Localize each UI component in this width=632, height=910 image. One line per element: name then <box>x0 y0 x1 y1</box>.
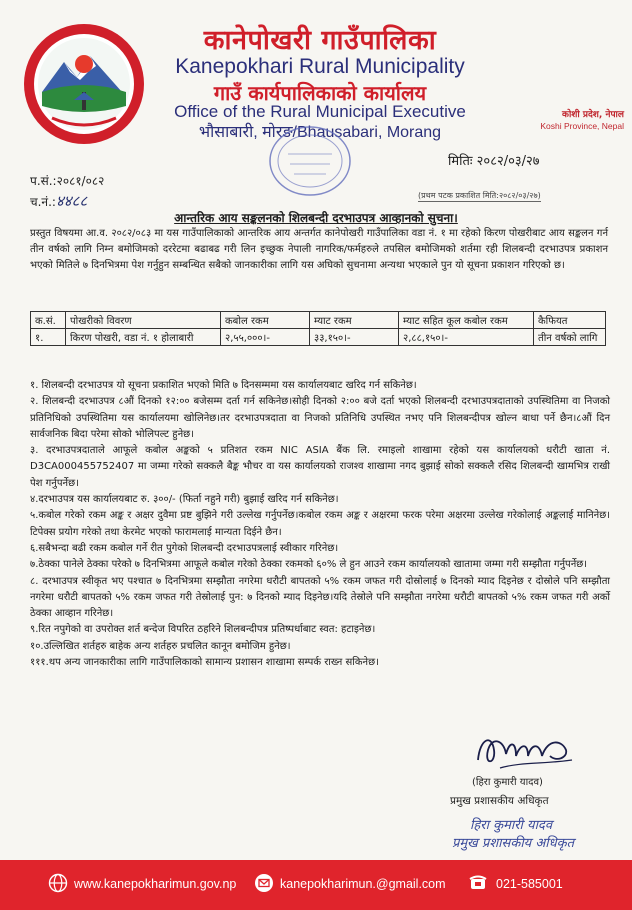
province-english: Koshi Province, Nepal <box>540 121 624 131</box>
term-item: १. शिलबन्दी दरभाउपत्र यो सूचना प्रकाशित भएको मिति ७ दिनसम्ममा यस कार्यालयबाट खरिद गर्न सकिनेछ। <box>30 380 417 391</box>
office-name-nepali: गाउँ कार्यपालिकाको कार्यालय <box>213 81 427 105</box>
col-header-sn: क.सं. <box>31 312 66 329</box>
col-header-bid-amount: कबोल रकम <box>221 312 310 329</box>
cell-pond-details: किरण पोखरी, वडा नं. १ होलाबारी <box>66 329 221 346</box>
signature-stamp-name: हिरा कुमारी यादव <box>470 818 553 833</box>
phone-icon <box>468 873 488 893</box>
col-header-total-amount: म्याट सहित कूल कबोल रकम <box>399 312 534 329</box>
office-name-english: Office of the Rural Municipal Executive <box>174 102 466 121</box>
col-header-pond-details: पोखरीको विवरण <box>66 312 221 329</box>
handwritten-signature <box>470 720 580 780</box>
cell-bid-amount: २,५५,०००।- <box>221 329 310 346</box>
phone-number[interactable]: 021-585001 <box>496 877 563 891</box>
email-link[interactable]: kanepokharimun.@gmail.com <box>280 877 446 891</box>
mail-icon <box>254 873 274 893</box>
term-item: १११.थप अन्य जानकारीका लागि गाउँपालिकाको सामान्य प्रशासन शाखामा सम्पर्क राख्न सकिनेछ। <box>30 657 379 669</box>
contact-footer <box>0 860 632 910</box>
municipality-emblem <box>22 22 146 146</box>
municipality-name-english: Kanepokhari Rural Municipality <box>175 55 465 78</box>
municipality-name-nepali: कानेपोखरी गाउँपालिका <box>203 25 437 56</box>
publication-date-note: (प्रथम पटक प्रकाशित मिति:२०८२/०३/२७) <box>418 191 541 200</box>
table-header-row <box>31 312 606 329</box>
fiscal-year-ref: प.सं.:२०८१/०८२ <box>30 174 105 188</box>
office-address: भौसाबारी, मोरङ/Bhausabari, Morang <box>198 124 442 141</box>
signature-stamp-title: प्रमुख प्रशासकीय अधिकृत <box>452 836 575 851</box>
term-item: १०.उल्लिखित शर्तहरु बाहेक अन्य शर्तहरु प्रचलित कानून बमोजिम हुनेछ। <box>30 640 291 652</box>
term-item: ५.कबोल गरेको रकम अङ्क र अक्षर दुवैमा प्रष्ट बुझिने गरी उल्लेख गर्नुपर्नेछ।कबोल रकम अङ्क र अक्षरमा फरक परेमा अक्षरमा उल्लेख गरेकोलाई अङ्कलाई मानिनेछ।टिपेक्स प्रयोग गरेको तथा केरमेट भएको फारामलाई मान्यता दिईने छैन। <box>30 510 610 538</box>
term-item: ४.दरभाउपत्र यस कार्यालयबाट रु. ३००/- (फिर्ता नहुने गरी) बुझाई खरिद गर्न सकिनेछ। <box>30 494 339 506</box>
province-nepali: कोशी प्रदेश, नेपाल <box>562 110 624 120</box>
pond-bid-table <box>30 311 606 346</box>
term-item: ९.रित नपुगेको वा उपरोक्त शर्त बन्देज विपरित ठहरिने शिलबन्दीपत्र प्रतिष्पर्धाबाट स्वत: हटाइनेछ। <box>30 624 376 636</box>
notice-title: आन्तरिक आय सङ्कलनको शिलबन्दी दरभाउपत्र आव्हानको सुचना। <box>174 211 458 225</box>
signatory-title: प्रमुख प्रशासकीय अधिकृत <box>450 795 549 807</box>
website-link[interactable]: www.kanepokharimun.gov.np <box>74 877 237 891</box>
term-item: २. शिलबन्दी दरभाउपत्र ८औं दिनको १२:०० बजेसम्म दर्ता गर्न सकिनेछ।सोही दिनको २:०० बजे दर्ता भएको शिलबन्दी दरभाउपत्रदाताको उपस्थितिमा वा निजको प्रतिनिधिको उपस्थितिमा यस कार्यालयमा खोलिनेछ।तर दरभाउपत्रदाता वा निजको प्रतिनिधि उपस्थित नभए पनि शिलबन्दीपत्र खोल्न बाधा पर्ने छैन।८औं दिन सार्वजनिक बिदा परेमा सोको भोलिपल्ट हुनेछ। <box>30 396 610 440</box>
table-row <box>31 329 606 346</box>
signatory-name: (हिरा कुमारी यादव) <box>472 777 543 788</box>
dispatch-number <box>30 191 87 211</box>
office-stamp <box>266 124 354 198</box>
cell-vat-amount: ३३,१५०।- <box>310 329 399 346</box>
globe-icon <box>48 873 68 893</box>
dispatch-number-label: च.नं.: <box>30 195 56 209</box>
term-item: ७.ठेक्का पानेले ठेक्का परेको ७ दिनभित्रमा आफूले कबोल गरेको ठेक्का रकमको ६०% ले हुन आउने रकम कार्यालयको खातामा जम्मा गरी सम्झौता गर्नुपर्नेछ। <box>30 559 588 571</box>
cell-remarks: तीन वर्षको लागि <box>534 329 606 346</box>
term-item: ६.सबैभन्दा बढी रकम कबोल गर्ने रीत पुगेको शिलबन्दी दरभाउपत्रलाई स्वीकार गरिनेछ। <box>30 542 339 554</box>
term-item: ८. दरभाउपत्र स्वीकृत भए पश्चात ७ दिनभित्रमा सम्झौता नगरेमा धरौटी बापतको ५% रकम जफत गरी दोस्रोलाई ७ दिनको म्याद दिइनेछ र दोस्रोले पनि सम्झौता नगरेमा धरौटी बापतको ५% रकम जफत गरी तेस्रोलाई पुन: ७ दिनको म्याद दिइनेछ।यदि तेस्रोले पनि सम्झौता नगरेमा धरौटी बापतको ५% रकम जफत गरी अर्को ठेक्का आव्हान गरिनेछ। <box>30 575 610 620</box>
term-item: ३. दरभाउपत्रदाताले आफूले कबोल अङ्कको ५ प्रतिशत रकम NIC ASIA बैंक लि. रमाइलो शाखामा रहेको यस कार्यालयको धरौटी खाता नं. D3CA000455752407 मा जम्मा गरेको सक्कलै बैङ्क भौचर वा यस कार्यालयको राजश्व शाखामा नगद बुझाई सोको सक्कलै रसिद शिलबन्दी खामभित्र राखी पेश गर्नुपर्नेछ। <box>30 445 610 489</box>
cell-sn: १. <box>31 329 66 346</box>
cell-total-amount: २,८८,१५०।- <box>399 329 534 346</box>
dispatch-number-value: ४४८८ <box>55 192 88 210</box>
terms-list <box>30 378 610 671</box>
notice-intro: प्रस्तुत विषयमा आ.व. २०८२/०८३ मा यस गाउँपालिकाको आन्तरिक आय अन्तर्गत कानेपोखरी गाउँपालिका वडा नं. १ मा रहेको किरण पोखरीबाट आय सङ्कलन गर्न तीन वर्षको लागि निम्न बमोजिमको दररेटमा बढाबढ गरी लिन इच्छुक नेपाली नागरिक/फर्महरुले तपसिल बमोजिमको शर्तमा रही शिलबन्दी दरभाउपत्र प्रकाशन भएको मितिले ७ दिनभित्रमा पेश गर्नुहुन सम्बन्धित सबैको जानकारीका लागि यस अघिको सुचनामा अन्यथा भएकाले पुन यो सूचना प्रकाशन गरिएको छ। <box>30 228 608 271</box>
col-header-remarks: कैफियत <box>534 312 606 329</box>
col-header-vat-amount: म्याट रकम <box>310 312 399 329</box>
notice-date: मितिः २०८२/०३/२७ <box>448 154 540 169</box>
